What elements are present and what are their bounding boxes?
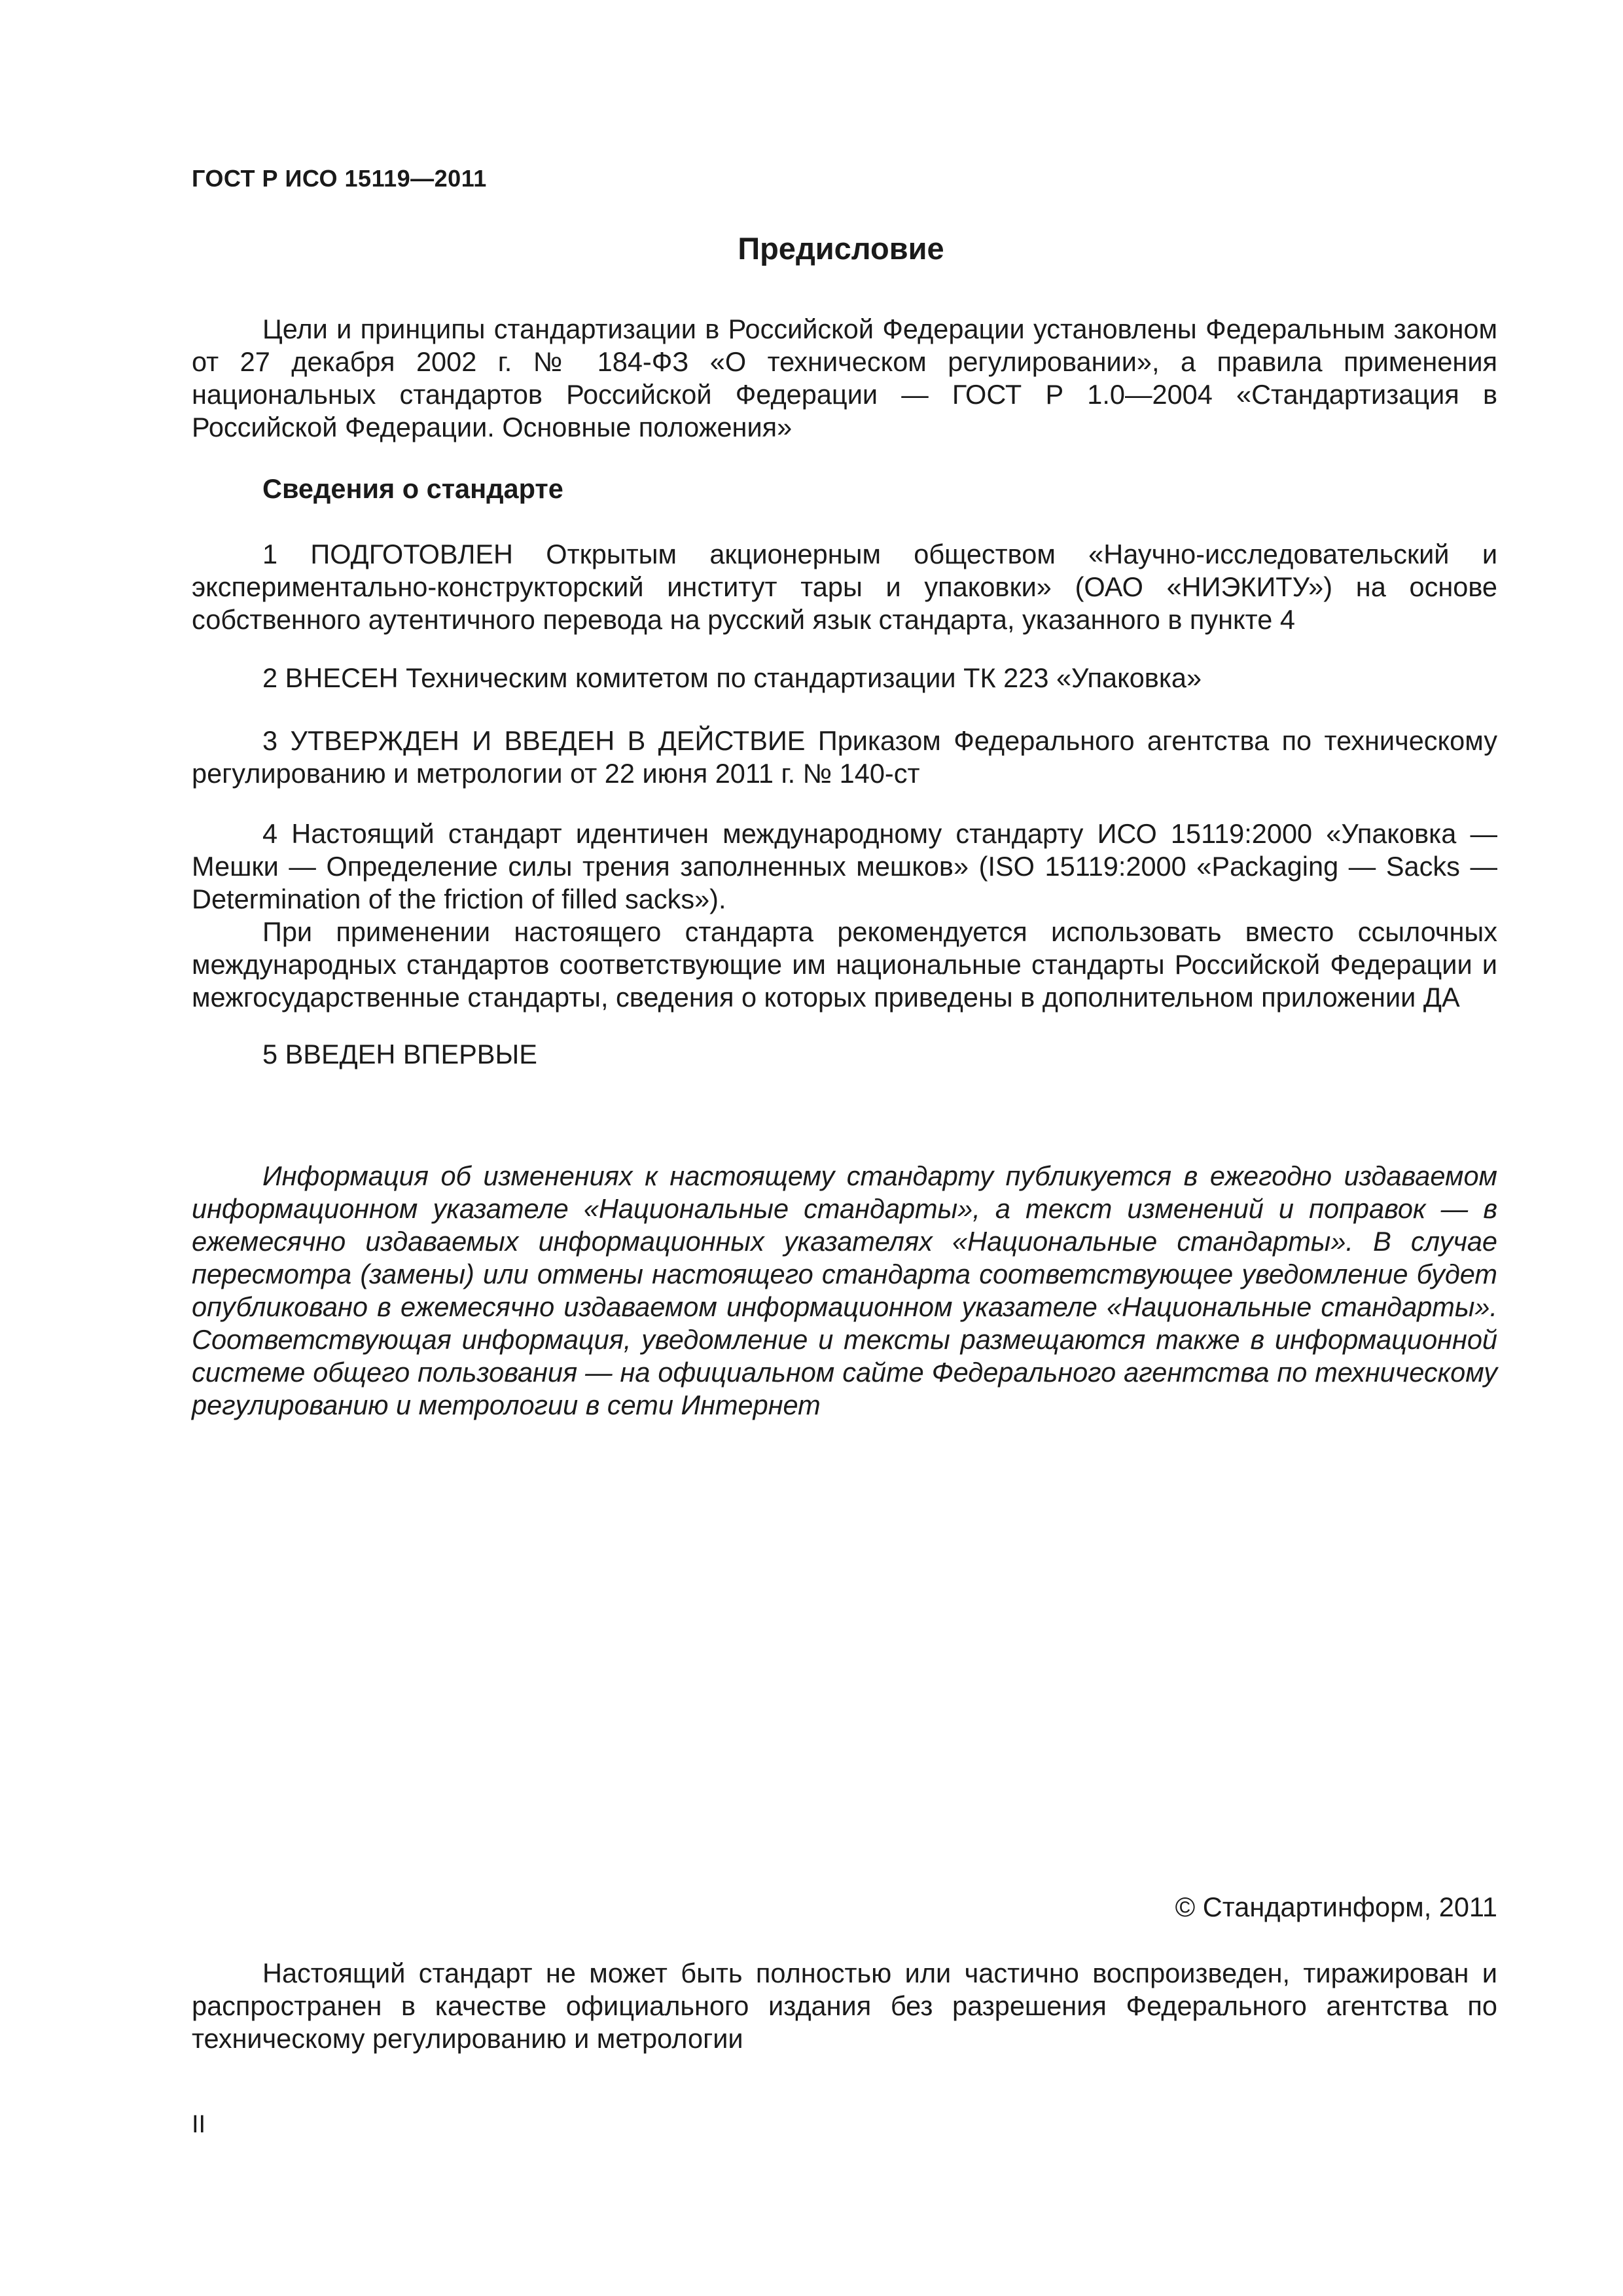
reproduction-notice: Настоящий стандарт не может быть полностью или частично воспроизведен, тиражирован и распространен в качестве официального издания без разрешения Федерального агентства по техническому регулированию и метрологии [192,1958,1497,2054]
page-title: Предисловие [738,231,944,266]
intro-paragraph: Цели и принципы стандартизации в Российской Федерации установлены Федеральным законом от 27 декабря 2002 г. № 184-ФЗ «О техническом регулировании», а правила применения национальных стандартов Российской Федерации — ГОСТ Р 1.0—2004 «Стандартизация в Российской Федерации. Основные положения» [192,314,1497,442]
item-5-block [192,1038,1497,1071]
item-3-block [192,725,1497,790]
item-4-block [192,817,1497,1014]
item-5-first-introduced: 5 ВВЕДЕН ВПЕРВЫЕ [262,1039,537,1069]
item-1-block [192,538,1497,636]
item-2-submitted: 2 ВНЕСЕН Техническим комитетом по стандартизации ТК 223 «Упаковка» [262,662,1202,693]
document-code-header: ГОСТ Р ИСО 15119—2011 [192,165,487,192]
item-3-approved: 3 УТВЕРЖДЕН И ВВЕДЕН В ДЕЙСТВИЕ Приказом Федерального агентства по техническому регулированию и метрологии от 22 июня 2011 г. № 140-ст [192,725,1497,789]
section-heading: Сведения о стандарте [262,473,563,504]
item-2-block [192,662,1497,694]
reproduction-block [192,1957,1497,2055]
item-4-identical: 4 Настоящий стандарт идентичен международному стандарту ИСО 15119:2000 «Упаковка — Мешки — Определение силы трения заполненных мешков» (ISO 15119:2000 «Packaging — Sacks — Determination of the friction of filled sacks»). [192,818,1497,914]
changes-notice: Информация об изменениях к настоящему стандарту публикуется в ежегодно издаваемом информационном указателе «Национальные стандарты», а текст изменений и поправок — в ежемесячно издаваемых информационных указателях «Национальные стандарты». В случае пересмотра (замены) или отмены настоящего стандарта соответствующее уведомление будет опубликовано в ежемесячно издаваемом информационном указателе «Национальные стандарты». Соответствующая информация, уведомление и тексты размещаются также в информационной системе общего пользования — на официальном сайте Федерального агентства по техническому регулированию и метрологии в сети Интернет [192,1160,1497,1420]
item-1-prepared: 1 ПОДГОТОВЛЕН Открытым акционерным обществом «Научно-исследовательский и экспериментально-конструкторский институт тары и упаковки» (ОАО «НИЭКИТУ») на основе собственного аутентичного перевода на русский язык стандарта, указанного в пункте 4 [192,539,1497,635]
copyright: © Стандартинформ, 2011 [1175,1892,1497,1922]
item-4-usage-note: При применении настоящего стандарта рекомендуется использовать вместо ссылочных международных стандартов соответствующие им национальные стандарты Российской Федерации и межгосударственные стандарты, сведения о которых приведены в дополнительном приложении ДА [192,916,1497,1013]
intro-block [192,313,1497,444]
page-number: II [192,2111,206,2138]
